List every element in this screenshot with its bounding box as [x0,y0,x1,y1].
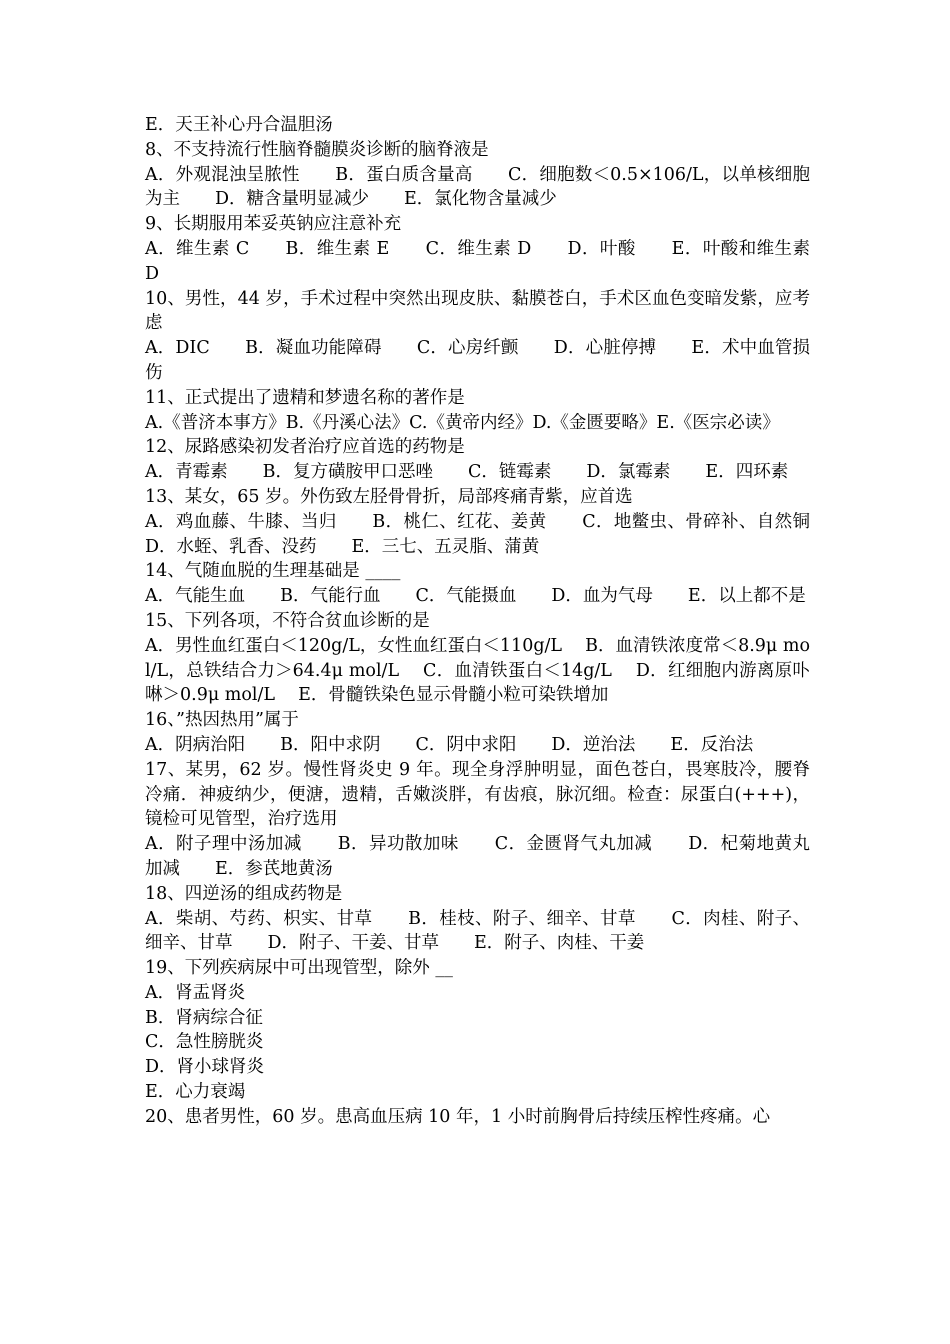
option-line: A．阴病治阳 B．阳中求阴 C．阴中求阳 D．逆治法 E．反治法 [145,734,754,755]
option-line: A．外观混浊呈脓性 B．蛋白质含量高 C．细胞数＜0.5×106/L，以单核细胞为主 D．糖含量明显减少 E．氯化物含量减少 [145,164,810,210]
option-line: A．青霉素 B．复方磺胺甲口恶唑 C．链霉素 D．氯霉素 E．四环素 [145,462,789,483]
question-line: 11、正式提出了遗精和梦遗名称的著作是 [145,387,465,408]
option-line: B．肾病综合征 [145,1007,263,1028]
question-line: 17、某男，62 岁。慢性肾炎史 9 年。现全身浮肿明显，面色苍白，畏寒肢冷，腰脊冷痛．神疲纳少，便溏，遗精，舌嫩淡胖，有齿痕，脉沉细。检查：尿蛋白(+++)，镜检可见管型，治疗选用 [145,759,810,830]
option-line: D．肾小球肾炎 [145,1057,265,1078]
question-line: 9、长期服用苯妥英钠应注意补充 [145,214,402,235]
question-line: 20、患者男性，60 岁。患高血压病 10 年，1 小时前胸骨后持续压榨性疼痛。心 [145,1106,771,1127]
question-line: 19、下列疾病尿中可出现管型，除外 __ [145,958,453,979]
question-line: 16、”热因热用”属于 [145,710,299,731]
option-line: A．柴胡、芍药、枳实、甘草 B．桂枝、附子、细辛、甘草 C．肉桂、附子、细辛、甘草 D．附子、干姜、甘草 E．附子、肉桂、干姜 [145,908,810,954]
option-line: A．附子理中汤加减 B．异功散加味 C．金匮肾气丸加减 D．杞菊地黄丸加减 E．参芪地黄汤 [145,834,810,879]
question-line: 12、尿路感染初发者治疗应首选的药物是 [145,437,465,458]
option-line: A．DIC B．凝血功能障碍 C．心房纤颤 D．心脏停搏 E．术中血管损伤 [145,338,810,383]
option-line: A．维生素 C B．维生素 E C．维生素 D D．叶酸 E．叶酸和维生素 D [145,238,816,284]
option-line: E．天王补心丹合温胆汤 [145,115,333,135]
option-line: A.《普济本事方》B.《丹溪心法》C.《黄帝内经》D.《金匮要略》E.《医宗必读》 [145,412,780,433]
question-line: 8、不支持流行性脑脊髓膜炎诊断的脑脊液是 [145,139,489,160]
option-line: A．气能生血 B．气能行血 C．气能摄血 D．血为气母 E．以上都不是 [145,586,806,607]
document-body [145,113,845,1130]
question-line: 14、气随血脱的生理基础是 ____ [145,561,401,582]
option-line: A．鸡血藤、牛膝、当归 B．桃仁、红花、姜黄 C．地鳖虫、骨碎补、自然铜 D．水蛭、乳香、没药 E．三七、五灵脂、蒲黄 [145,511,845,557]
question-line: 10、男性，44 岁，手术过程中突然出现皮肤、黏膜苍白，手术区血色变暗发紫，应考虑 [145,288,810,334]
question-line: 15、下列各项，不符合贫血诊断的是 [145,610,430,631]
option-line: E．心力衰竭 [145,1082,246,1103]
option-line: A．男性血红蛋白＜120g/L，女性血红蛋白＜110g/L B．血清铁浓度常＜8.9μ mol/L，总铁结合力＞64.4μ mol/L C．血清铁蛋白＜14g/L D．红细胞内游离原卟啉＞0.9μ mol/L E．骨髓铁染色显示骨髓小粒可染铁增加 [145,635,810,706]
question-line: 18、四逆汤的组成药物是 [145,883,343,904]
question-line: 13、某女，65 岁。外伤致左胫骨骨折，局部疼痛青紫，应首选 [145,486,633,507]
option-line: A．肾盂肾炎 [145,982,246,1003]
option-line: C．急性膀胱炎 [145,1032,264,1053]
